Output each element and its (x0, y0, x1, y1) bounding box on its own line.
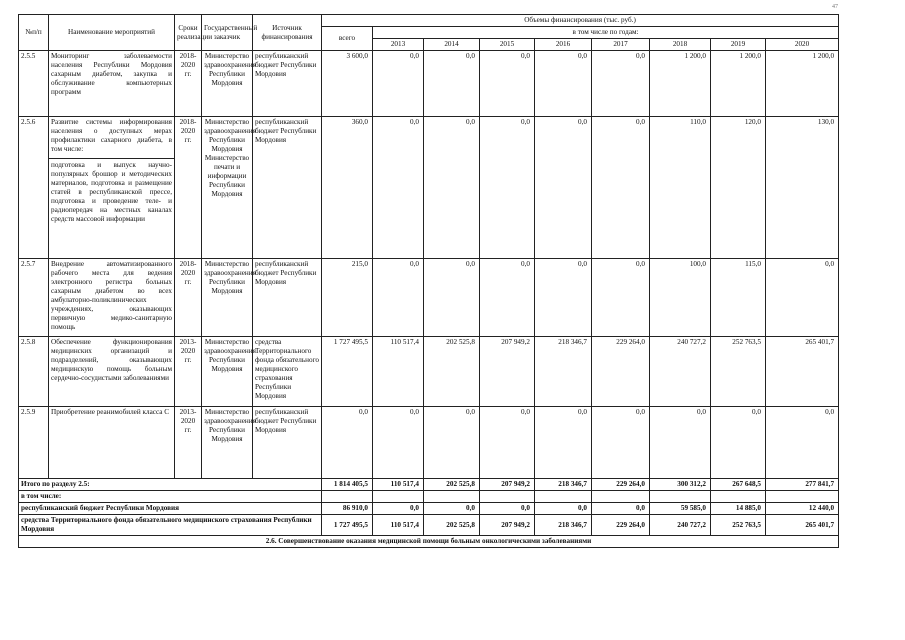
total-year-value: 207 949,2 (480, 515, 535, 536)
total-year-value: 14 885,0 (711, 503, 766, 515)
total-year-value: 59 585,0 (650, 503, 711, 515)
row-year-value: 0,0 (592, 259, 650, 337)
row-year-value: 0,0 (480, 259, 535, 337)
row-customer: Министерство здравоохранения Республики Мордовия (202, 337, 253, 407)
total-year-value: 0,0 (535, 503, 592, 515)
total-year-value: 0,0 (373, 503, 424, 515)
row-name-cell (49, 117, 175, 259)
row-year-value: 0,0 (592, 117, 650, 259)
row-total: 3 600,0 (322, 51, 373, 117)
row-year-value: 110 517,4 (373, 337, 424, 407)
row-source: республиканский бюджет Республики Мордовия (253, 259, 322, 337)
page-number: 47 (832, 4, 838, 10)
row-year-value: 0,0 (766, 407, 839, 479)
table-row (19, 51, 839, 117)
header-by-years: в том числе по годам: (373, 27, 839, 39)
row-year-value: 0,0 (373, 51, 424, 117)
row-year-value: 0,0 (424, 259, 480, 337)
header-year: 2018 (650, 39, 711, 51)
total-row (19, 479, 839, 491)
total-sum: 1 814 405,5 (322, 479, 373, 491)
row-year-value: 110,0 (650, 117, 711, 259)
row-year-value: 0,0 (535, 407, 592, 479)
row-year-value: 130,0 (766, 117, 839, 259)
row-term: 2013-2020 гг. (175, 407, 202, 479)
row-year-value: 0,0 (480, 117, 535, 259)
total-year-value: 202 525,8 (424, 479, 480, 491)
header-customer: Государственный заказчик (202, 15, 253, 51)
total-year-value: 207 949,2 (480, 479, 535, 491)
row-year-value: 0,0 (592, 407, 650, 479)
header-name: Наименование мероприятий (49, 15, 175, 51)
section-heading-row (19, 536, 839, 548)
row-term: 2018-2020 гг. (175, 51, 202, 117)
total-year-value: 277 841,7 (766, 479, 839, 491)
row-num: 2.5.8 (19, 337, 49, 407)
total-label: республиканский бюджет Республики Мордовия (19, 503, 322, 515)
row-num: 2.5.5 (19, 51, 49, 117)
total-year-value: 202 525,8 (424, 515, 480, 536)
header-year: 2017 (592, 39, 650, 51)
header-year: 2015 (480, 39, 535, 51)
total-label: в том числе: (19, 491, 322, 503)
row-year-value: 202 525,8 (424, 337, 480, 407)
row-source: средства Территориального фонда обязательного медицинского страхования Республики Мордовия (253, 337, 322, 407)
header-source: Источник финансирования (253, 15, 322, 51)
row-num: 2.5.6 (19, 117, 49, 259)
row-source: республиканский бюджет Республики Мордовия (253, 117, 322, 259)
row-year-value: 240 727,2 (650, 337, 711, 407)
row-term: 2013-2020 гг. (175, 337, 202, 407)
row-year-value: 0,0 (535, 117, 592, 259)
row-year-value: 218 346,7 (535, 337, 592, 407)
total-row (19, 503, 839, 515)
total-year-value: 267 648,5 (711, 479, 766, 491)
row-name: Внедрение автоматизированного рабочего места для ведения электронного регистра больных сахарным диабетом во всех амбулаторно-поликлинических учреждениях, оказывающих первичную медико-санитарную помощь (49, 259, 175, 337)
total-sum: 1 727 495,5 (322, 515, 373, 536)
header-num: №п/п (19, 15, 49, 51)
table-header (19, 15, 839, 51)
row-year-value: 0,0 (424, 407, 480, 479)
header-total: всего (322, 27, 373, 51)
table-row (19, 117, 839, 259)
table-row (19, 407, 839, 479)
total-year-value: 240 727,2 (650, 515, 711, 536)
header-year: 2014 (424, 39, 480, 51)
total-year-value: 252 763,5 (711, 515, 766, 536)
table-row (19, 337, 839, 407)
row-year-value: 0,0 (592, 51, 650, 117)
row-name: Мониторинг заболеваемости населения Республики Мордовия сахарным диабетом, закупка и обслуживание компьютерных программ (49, 51, 175, 117)
row-year-value: 0,0 (535, 51, 592, 117)
row-year-value: 0,0 (373, 117, 424, 259)
row-year-value: 0,0 (373, 259, 424, 337)
row-year-value: 265 401,7 (766, 337, 839, 407)
row-year-value: 0,0 (480, 51, 535, 117)
row-year-value: 0,0 (373, 407, 424, 479)
total-year-value: 300 312,2 (650, 479, 711, 491)
row-source: республиканский бюджет Республики Мордовия (253, 51, 322, 117)
total-label: Итого по разделу 2.5: (19, 479, 322, 491)
row-year-value: 207 949,2 (480, 337, 535, 407)
total-year-value: 218 346,7 (535, 515, 592, 536)
total-row (19, 515, 839, 536)
row-term: 2018-2020 гг. (175, 259, 202, 337)
row-year-value: 0,0 (480, 407, 535, 479)
row-year-value: 0,0 (424, 51, 480, 117)
row-year-value: 229 264,0 (592, 337, 650, 407)
row-year-value: 0,0 (535, 259, 592, 337)
row-year-value: 115,0 (711, 259, 766, 337)
section-heading: 2.6. Совершенствование оказания медицинской помощи больным онкологическими заболеваниями (19, 536, 839, 548)
total-label: средства Территориального фонда обязательного медицинского страхования Республики Мордовия (19, 515, 322, 536)
header-volumes: Объемы финансирования (тыс. руб.) (322, 15, 839, 27)
total-year-value: 110 517,4 (373, 515, 424, 536)
row-year-value: 0,0 (711, 407, 766, 479)
row-year-value: 1 200,0 (766, 51, 839, 117)
header-year: 2016 (535, 39, 592, 51)
row-total: 215,0 (322, 259, 373, 337)
total-year-value: 110 517,4 (373, 479, 424, 491)
total-row (19, 491, 839, 503)
total-year-value: 0,0 (424, 503, 480, 515)
header-term: Сроки реализации (175, 15, 202, 51)
row-total: 1 727 495,5 (322, 337, 373, 407)
row-year-value: 100,0 (650, 259, 711, 337)
row-term: 2018-2020 гг. (175, 117, 202, 259)
row-name-sub: подготовка и выпуск научно-популярных брошюр и методических материалов, подготовка и размещение статей в республиканской прессе, подготовка и проведение теле- и радиопередач на местных каналах средств массовой информации (49, 158, 174, 224)
row-total: 360,0 (322, 117, 373, 259)
row-customer: Министерство здравоохранения Республики Мордовия (202, 51, 253, 117)
total-year-value: 0,0 (480, 503, 535, 515)
row-year-value: 1 200,0 (711, 51, 766, 117)
total-year-value: 12 440,0 (766, 503, 839, 515)
table-row (19, 259, 839, 337)
total-year-value: 218 346,7 (535, 479, 592, 491)
row-customer: Министерство здравоохранения Республики Мордовия (202, 259, 253, 337)
row-name: Приобретение реанимобилей класса С (49, 407, 175, 479)
row-year-value: 120,0 (711, 117, 766, 259)
row-year-value: 1 200,0 (650, 51, 711, 117)
total-year-value: 229 264,0 (592, 479, 650, 491)
total-year-value: 0,0 (592, 503, 650, 515)
financing-table (18, 14, 839, 548)
row-num: 2.5.9 (19, 407, 49, 479)
header-year: 2020 (766, 39, 839, 51)
row-name: Развитие системы информирования населения о доступных мерах профилактики сахарного диабета, в том числе: (51, 118, 172, 153)
total-sum: 86 910,0 (322, 503, 373, 515)
header-year: 2013 (373, 39, 424, 51)
row-year-value: 0,0 (650, 407, 711, 479)
row-customer: Министерство здравоохранения Республики Мордовия Министерство печати и информации Республики Мордовия (202, 117, 253, 259)
header-year: 2019 (711, 39, 766, 51)
row-num: 2.5.7 (19, 259, 49, 337)
row-total: 0,0 (322, 407, 373, 479)
row-year-value: 0,0 (766, 259, 839, 337)
row-year-value: 252 763,5 (711, 337, 766, 407)
row-name: Обеспечение функционирования медицинских организаций и подразделений, оказывающих медицинскую помощь больным сердечно-сосудистыми заболеваниями (49, 337, 175, 407)
row-year-value: 0,0 (424, 117, 480, 259)
row-source: республиканский бюджет Республики Мордовия (253, 407, 322, 479)
row-customer: Министерство здравоохранения Республики Мордовия (202, 407, 253, 479)
total-year-value: 265 401,7 (766, 515, 839, 536)
total-year-value: 229 264,0 (592, 515, 650, 536)
